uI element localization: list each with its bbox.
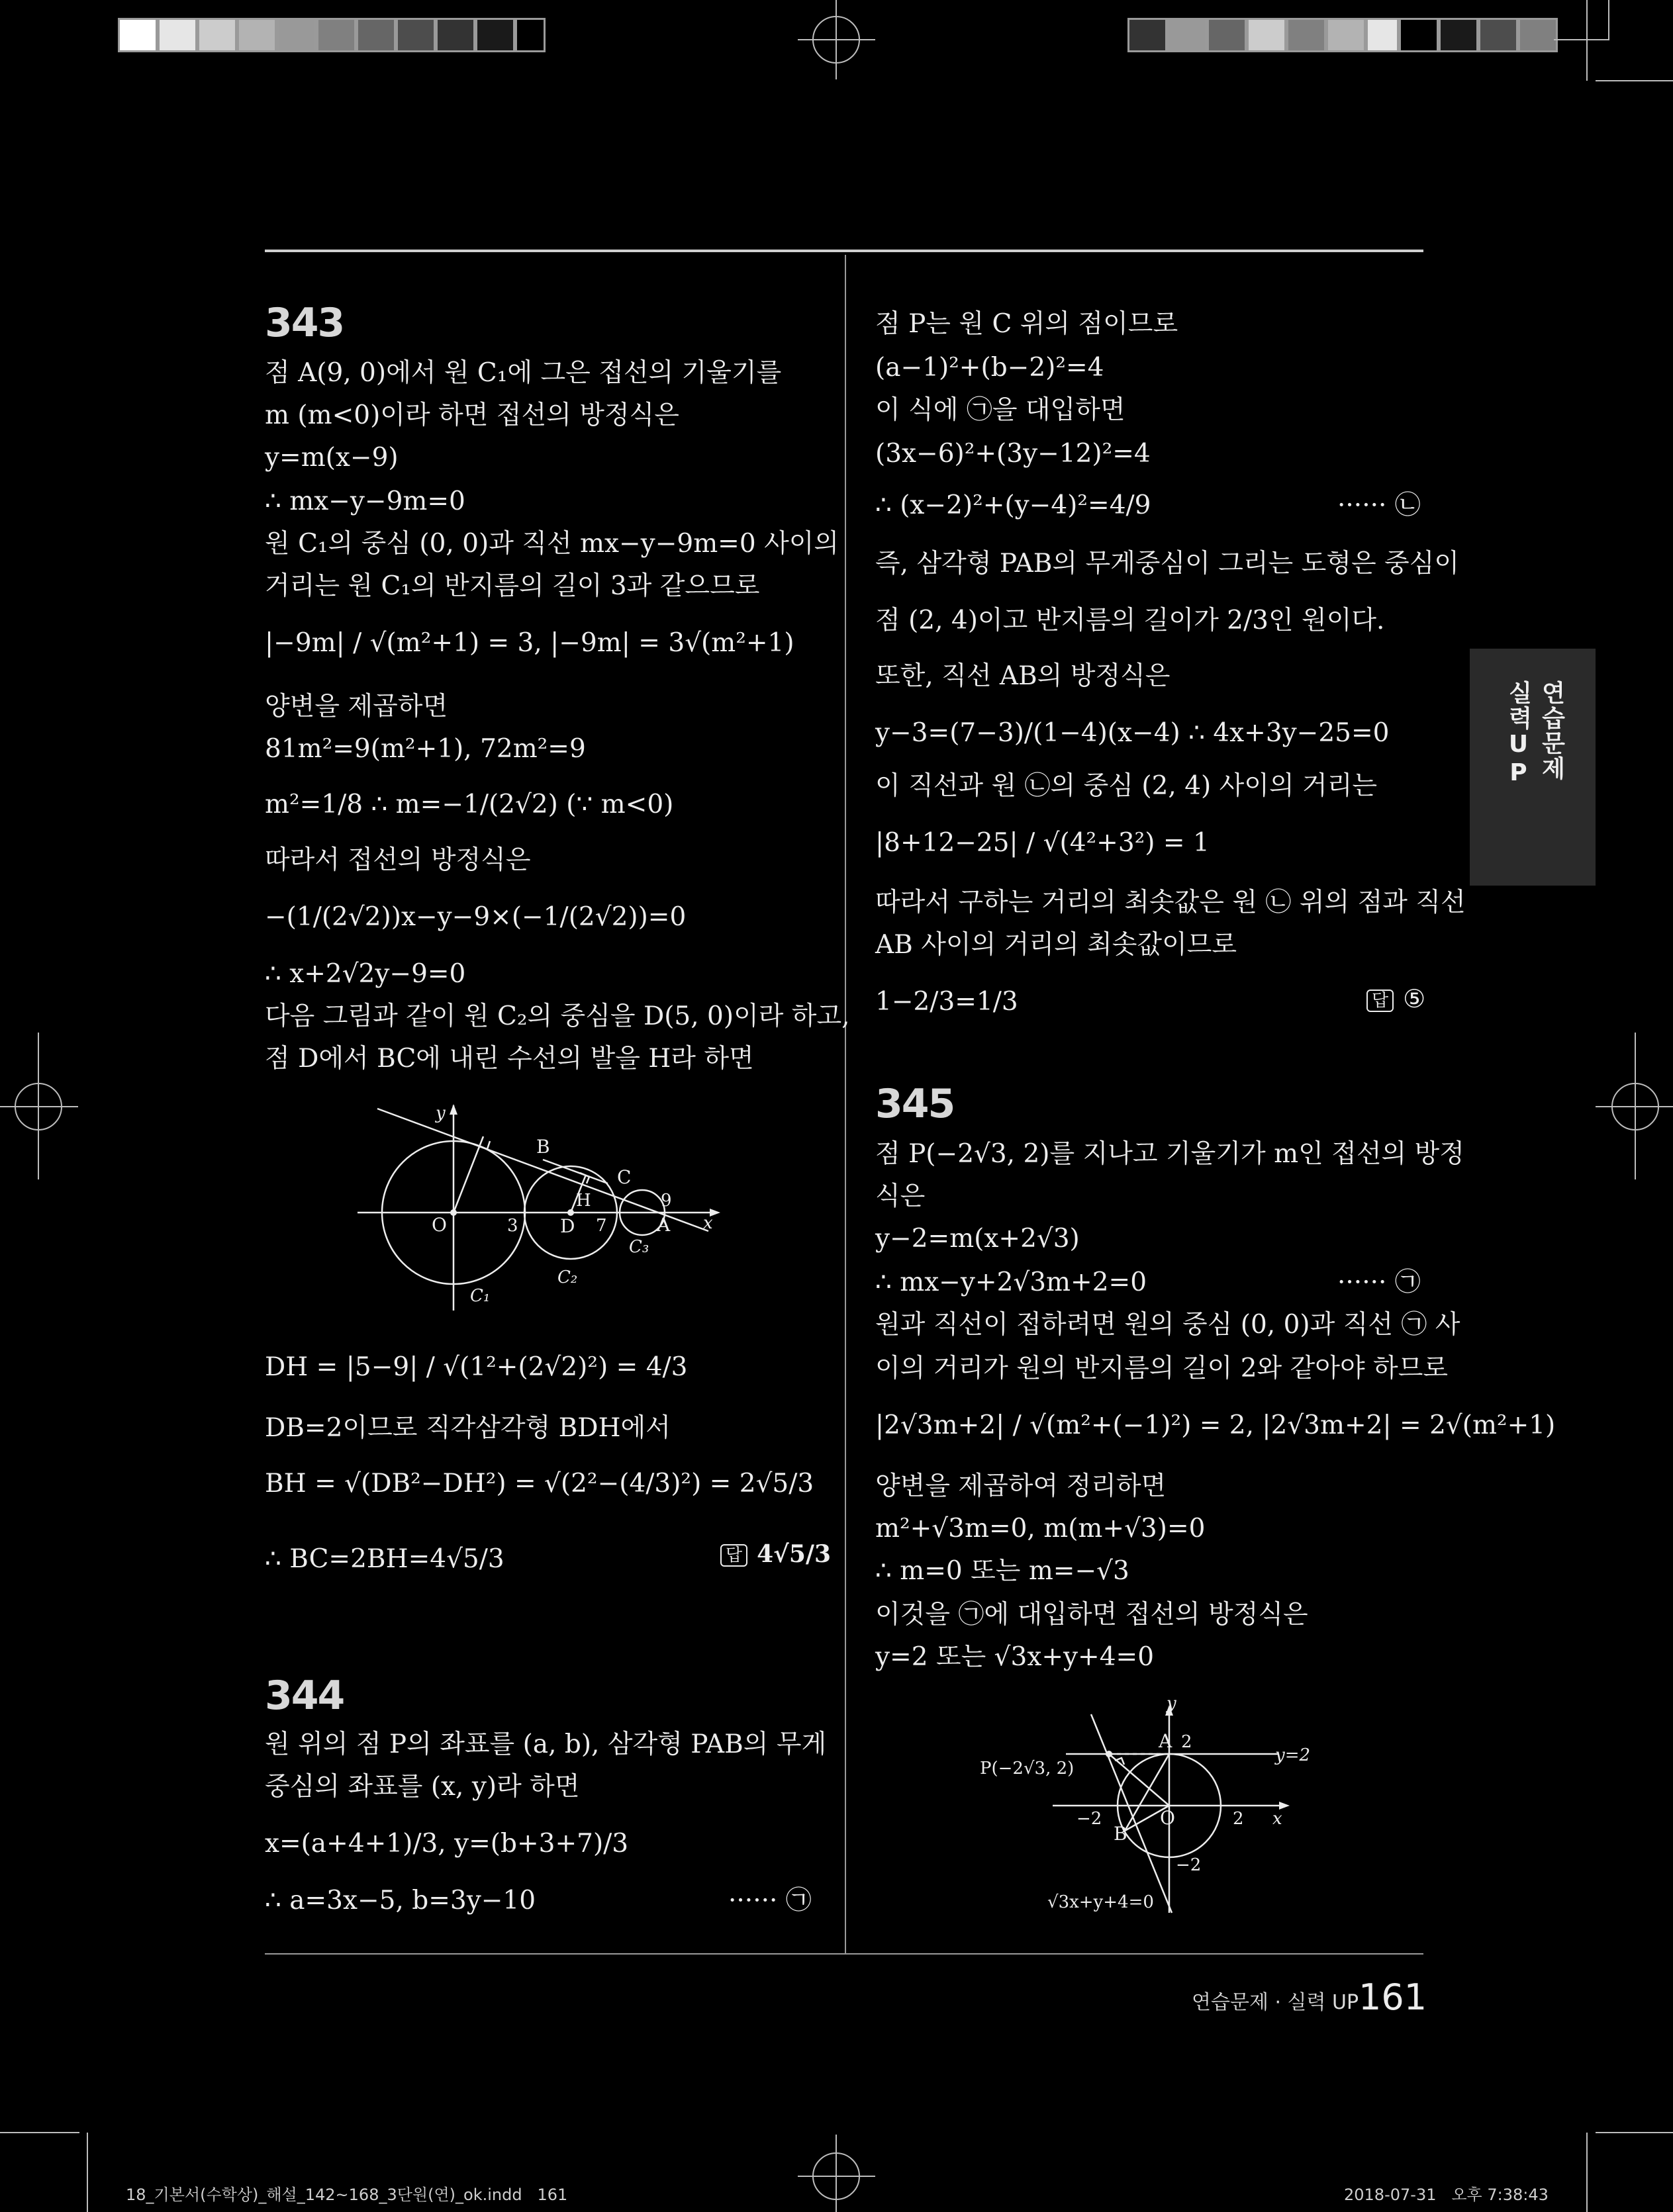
- p345-line-4: ∴ mx−y+2√3m+2=0: [875, 1267, 1147, 1297]
- p343-line-3: y=m(x−9): [265, 443, 399, 473]
- p345-line-3: y−2=m(x+2√3): [875, 1224, 1080, 1254]
- fig343-x-label: x: [703, 1213, 713, 1233]
- p345-line-6: 이의 거리가 원의 반지름의 길이 2와 같아야 하므로: [875, 1354, 1449, 1383]
- fig343-O-label: O: [432, 1214, 447, 1236]
- p343-line-8: 양변을 제곱하면: [265, 692, 448, 721]
- p344-line-6: (a−1)²+(b−2)²=4: [875, 353, 1104, 383]
- p345-line-7: |2√3m+2| / √(m²+(−1)²) = 2, |2√3m+2| = 2√(m²+1): [875, 1410, 1556, 1440]
- fig343-3-label: 3: [507, 1216, 518, 1236]
- problem-number-345: 345: [875, 1081, 955, 1127]
- fig345-neg2-y-label: −2: [1176, 1855, 1202, 1875]
- p343-line-2: m (m<0)이라 하면 접선의 방정식은: [265, 400, 679, 430]
- p344-line-15: |8+12−25| / √(4²+3²) = 1: [875, 828, 1210, 858]
- p344-line-12: 또한, 직선 AB의 방정식은: [875, 661, 1171, 691]
- fig343-C-label: C: [617, 1166, 632, 1188]
- p344-line-4: ∴ a=3x−5, b=3y−10: [265, 1886, 536, 1915]
- figure-343: [358, 1099, 728, 1317]
- fig345-B-label: B: [1114, 1823, 1127, 1845]
- p343-line-4: ∴ mx−y−9m=0: [265, 486, 465, 516]
- p345-mark-1: ······ ㉠: [1337, 1267, 1421, 1297]
- p344-line-17: AB 사이의 거리의 최솟값이므로: [875, 930, 1237, 960]
- p344-answer-label: 답: [1366, 990, 1394, 1012]
- problem-number-343: 343: [265, 300, 344, 346]
- bottom-rule: [265, 1953, 1423, 1955]
- p343-line-11: 따라서 접선의 방정식은: [265, 845, 531, 875]
- p345-line-8: 양변을 제곱하여 정리하면: [875, 1471, 1167, 1501]
- fig343-7-label: 7: [596, 1216, 607, 1236]
- side-tab-col2: 실력UP: [1505, 680, 1532, 788]
- p343-line-14: 다음 그림과 같이 원 C₂의 중심을 D(5, 0)이라 하고,: [265, 1001, 850, 1031]
- p343-line-7: |−9m| / √(m²+1) = 3, |−9m| = 3√(m²+1): [265, 628, 794, 658]
- column-divider: [845, 255, 846, 1953]
- fig343-D-label: D: [560, 1215, 575, 1237]
- p343-line-13: ∴ x+2√2y−9=0: [265, 959, 466, 989]
- side-tab: [1470, 649, 1596, 886]
- footer-section-label: 연습문제 · 실력 UP: [1192, 1991, 1359, 2014]
- p343-answer: [720, 1541, 831, 1567]
- p344-line-10: 즉, 삼각형 PAB의 무게중심이 그리는 도형은 중심이: [875, 549, 1460, 578]
- fig343-B-label: B: [536, 1136, 550, 1158]
- p345-line-11: 이것을 ㉠에 대입하면 접선의 방정식은: [875, 1600, 1308, 1630]
- p343-line-18: BH = √(DB²−DH²) = √(2²−(4/3)²) = 2√5/3: [265, 1469, 814, 1498]
- fig343-A-label: A: [657, 1214, 671, 1236]
- fig343-y-label: y: [436, 1103, 446, 1123]
- p343-line-10: m²=1/8 ∴ m=−1/(2√2) (∵ m<0): [265, 790, 674, 819]
- fig345-y2-label: y=2: [1275, 1745, 1311, 1765]
- fig345-O-label: O: [1160, 1807, 1175, 1829]
- p344-line-11: 점 (2, 4)이고 반지름의 길이가 2/3인 원이다.: [875, 606, 1385, 635]
- problem-number-344: 344: [265, 1673, 344, 1719]
- p343-answer-label: 답: [720, 1544, 747, 1567]
- p345-line-2: 식은: [875, 1181, 926, 1211]
- p344-line-14: 이 직선과 원 ㉡의 중심 (2, 4) 사이의 거리는: [875, 771, 1378, 801]
- side-tab-col1: 연습문제: [1538, 680, 1565, 781]
- p343-answer-value: 4√5/3: [757, 1540, 832, 1568]
- p345-line-12: y=2 또는 √3x+y+4=0: [875, 1642, 1155, 1672]
- p345-line-5: 원과 직선이 접하려면 원의 중심 (0, 0)과 직선 ㉠ 사: [875, 1310, 1460, 1340]
- p344-mark-2: ······ ㉡: [1337, 490, 1421, 520]
- p343-line-19: ∴ BC=2BH=4√5/3: [265, 1544, 504, 1574]
- p344-line-16: 따라서 구하는 거리의 최솟값은 원 ㉡ 위의 점과 직선: [875, 888, 1466, 917]
- top-rule: [265, 250, 1423, 252]
- p344-line-7: 이 식에 ㉠을 대입하면: [875, 395, 1125, 425]
- fig345-2-right-label: 2: [1233, 1809, 1244, 1829]
- p343-line-17: DB=2이므로 직각삼각형 BDH에서: [265, 1413, 671, 1443]
- p343-line-15: 점 D에서 BC에 내린 수선의 발을 H라 하면: [265, 1044, 754, 1074]
- fig345-neg2-x-label: −2: [1076, 1809, 1102, 1829]
- fig345-x-label: x: [1272, 1809, 1282, 1829]
- p344-line-18: 1−2/3=1/3: [875, 987, 1018, 1017]
- fig343-C1-label: C₁: [470, 1286, 491, 1306]
- p343-line-6: 거리는 원 C₁의 반지름의 길이 3과 같으므로: [265, 571, 760, 601]
- p343-line-1: 점 A(9, 0)에서 원 C₁에 그은 접선의 기울기를: [265, 358, 782, 388]
- p344-line-3: x=(a+4+1)/3, y=(b+3+7)/3: [265, 1829, 629, 1859]
- fig343-C2-label: C₂: [557, 1267, 578, 1287]
- p343-line-5: 원 C₁의 중심 (0, 0)과 직선 mx−y−9m=0 사이의: [265, 529, 839, 559]
- footer-timestamp: 2018-07-31 오후 7:38:43: [1344, 2186, 1549, 2204]
- p344-line-9: ∴ (x−2)²+(y−4)²=4/9: [875, 490, 1151, 520]
- fig343-C3-label: C₃: [629, 1237, 649, 1257]
- fig343-H-label: H: [576, 1191, 591, 1211]
- p343-line-12: −(1/(2√2))x−y−9×(−1/(2√2))=0: [265, 902, 687, 932]
- p345-line-1: 점 P(−2√3, 2)를 지나고 기울기가 m인 접선의 방정: [875, 1139, 1464, 1169]
- fig345-line-label: √3x+y+4=0: [1047, 1892, 1154, 1912]
- p344-answer-value: ⑤: [1403, 984, 1426, 1013]
- p344-line-2: 중심의 좌표를 (x, y)라 하면: [265, 1772, 580, 1802]
- fig345-2-top-label: 2: [1181, 1732, 1192, 1752]
- p344-answer: [1366, 986, 1425, 1012]
- p344-line-1: 원 위의 점 P의 좌표를 (a, b), 삼각형 PAB의 무게: [265, 1729, 827, 1759]
- fig345-P-label: P(−2√3, 2): [980, 1759, 1075, 1778]
- p343-line-16: DH = |5−9| / √(1²+(2√2)²) = 4/3: [265, 1352, 688, 1382]
- footer-file-info: 18_기본서(수학상)_해설_142~168_3단원(연)_ok.indd 161: [126, 2186, 568, 2204]
- fig345-y-label: y: [1167, 1694, 1176, 1714]
- footer-page-number: 161: [1359, 1976, 1427, 2018]
- p344-line-8: (3x−6)²+(3y−12)²=4: [875, 439, 1151, 469]
- p345-line-9: m²+√3m=0, m(m+√3)=0: [875, 1514, 1206, 1544]
- p345-line-10: ∴ m=0 또는 m=−√3: [875, 1556, 1129, 1586]
- fig345-A-label: A: [1159, 1730, 1172, 1752]
- p344-mark-1: ······ ㉠: [728, 1886, 812, 1915]
- p343-line-9: 81m²=9(m²+1), 72m²=9: [265, 734, 586, 764]
- p344-line-5: 점 P는 원 C 위의 점이므로: [875, 309, 1178, 339]
- figure-345: [973, 1694, 1344, 1919]
- p344-line-13: y−3=(7−3)/(1−4)(x−4) ∴ 4x+3y−25=0: [875, 718, 1390, 748]
- fig343-9-label: 9: [661, 1191, 672, 1211]
